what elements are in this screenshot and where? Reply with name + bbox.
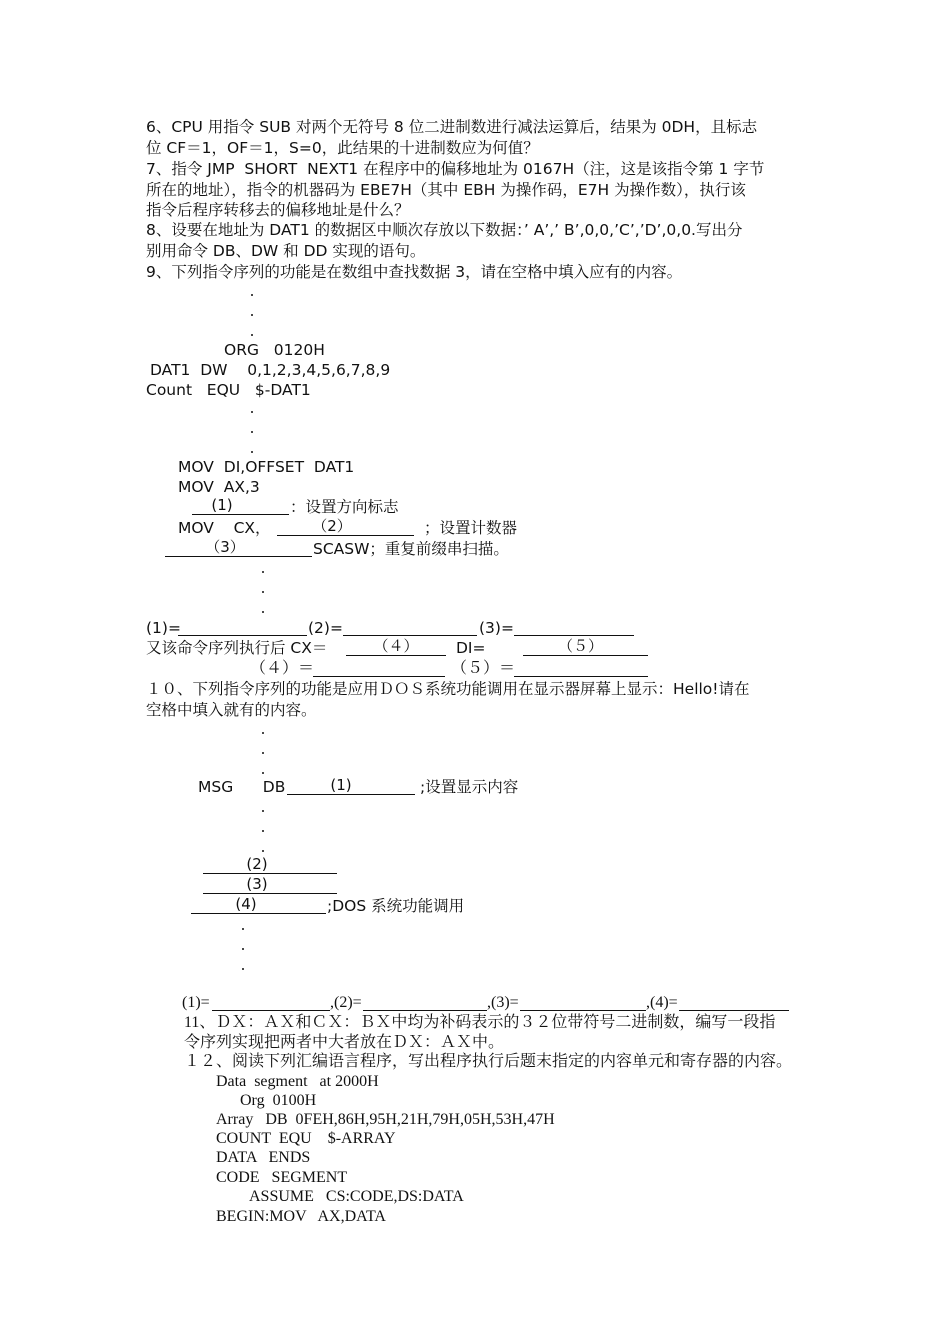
ellipsis-dot	[262, 611, 264, 613]
q10-comment-4: ;DOS 系统功能调用	[327, 897, 465, 915]
q10-line-2: 空格中填入就有的内容。	[146, 701, 317, 719]
q10-comment-1: ;设置显示内容	[420, 778, 519, 796]
q10-blank-4[interactable]	[191, 895, 326, 914]
q6-line-1: 6、CPU 用指令 SUB 对两个无符号 8 位二进制数进行减法运算后，结果为 0DH，且标志	[146, 118, 758, 136]
q12-code-line: COUNT EQU $-ARRAY	[216, 1130, 396, 1147]
q11-line-2: 令序列实现把两者中大者放在ＤＸ：ＡＸ中。	[184, 1034, 505, 1051]
q9-title: 9、下列指令序列的功能是在数组中查找数据 3，请在空格中填入应有的内容。	[146, 263, 683, 281]
ellipsis-dot	[262, 850, 264, 852]
q11-line-1: 11、ＤＸ：ＡＸ和ＣＸ：ＢＸ中均为补码表示的３２位带符号二进制数，编写一段指	[184, 1014, 776, 1031]
q10-answer-2-label: ,(2)=	[330, 994, 362, 1011]
q7-line-2: 所在的地址），指令的机器码为 EBE7H（其中 EBH 为操作码，E7H 为操作数），执行该	[146, 181, 746, 199]
q9-mov-ax-line: MOV AX,3	[178, 478, 260, 496]
q9-comment-2: ；设置计数器	[424, 519, 518, 537]
blank-label: （４）	[373, 637, 419, 655]
q9-answer-3-label: (3)=	[479, 619, 514, 637]
ellipsis-dot	[242, 968, 244, 970]
ellipsis-dot	[262, 591, 264, 593]
q10-line-1: １０、下列指令序列的功能是应用ＤＯＳ系统功能调用在显示器屏幕上显示：Hello!请在	[146, 680, 750, 698]
ellipsis-dot	[262, 830, 264, 832]
q9-comment-3: SCASW；重复前缀串扫描。	[313, 540, 509, 558]
ellipsis-dot	[262, 571, 264, 573]
q6-line-2: 位 CF＝1，OF＝1，S=0，此结果的十进制数应为何值？	[146, 139, 539, 157]
q9-blank-1[interactable]	[192, 496, 289, 515]
q10-answer-4-label: ,(4)=	[646, 994, 678, 1011]
q9-blank-2[interactable]	[277, 517, 414, 536]
blank-label: (1)	[211, 496, 233, 514]
q9-blank-4[interactable]	[346, 637, 446, 656]
q10-answer-3-label: ,(3)=	[487, 994, 519, 1011]
q8-line-2: 别用命令 DB、DW 和 DD 实现的语句。	[146, 242, 426, 260]
q9-blank-5[interactable]	[523, 637, 648, 656]
ellipsis-dot	[251, 334, 253, 336]
q10-answer-1-label: (1)=	[182, 994, 210, 1011]
ellipsis-dot	[262, 772, 264, 774]
q9-di-label: DI=	[456, 639, 486, 657]
q12-code-line: CODE SEGMENT	[216, 1169, 348, 1186]
blank-label: (3)	[246, 875, 268, 893]
q12-code-line: Org 0100H	[240, 1092, 317, 1109]
q10-blank-3[interactable]	[203, 875, 337, 894]
q10-answer-2-field[interactable]	[363, 992, 487, 1011]
q10-answer-4-field[interactable]	[679, 992, 789, 1011]
ellipsis-dot	[251, 431, 253, 433]
q9-answer-5-label: （５）＝	[451, 660, 516, 677]
q9-answer-5-field[interactable]	[514, 658, 648, 677]
ellipsis-dot	[262, 732, 264, 734]
q9-answer-3-field[interactable]	[514, 617, 634, 636]
q7-line-1: 7、指令 JMP SHORT NEXT1 在程序中的偏移地址为 0167H（注，这是该指令第 1 字节	[146, 160, 765, 178]
q9-answer-4-field[interactable]	[313, 658, 445, 677]
q9-after-text: 又该命令序列执行后 CX＝	[146, 639, 328, 657]
ellipsis-dot	[242, 928, 244, 930]
q9-answer-2-label: (2)=	[308, 619, 343, 637]
blank-label: （3）	[205, 538, 245, 556]
q9-mov-di-line: MOV DI,OFFSET DAT1	[178, 458, 355, 476]
q12-title: １２、阅读下列汇编语言程序，写出程序执行后题末指定的内容单元和寄存器的内容。	[184, 1053, 793, 1070]
q10-blank-1[interactable]	[287, 776, 415, 795]
q10-msg-line: MSG DB	[198, 778, 286, 796]
q9-answer-4-label: （４）＝	[250, 660, 315, 677]
q9-dat1-line: DAT1 DW 0,1,2,3,4,5,6,7,8,9	[150, 361, 391, 379]
ellipsis-dot	[242, 948, 244, 950]
q10-answer-1-field[interactable]	[212, 992, 330, 1011]
q9-mov-cx-line: MOV CX，	[178, 519, 271, 537]
blank-label: (2)	[246, 855, 268, 873]
ellipsis-dot	[251, 294, 253, 296]
q10-blank-2[interactable]	[203, 855, 337, 874]
blank-label: (4)	[235, 895, 257, 913]
ellipsis-dot	[262, 752, 264, 754]
q7-line-3: 指令后程序转移去的偏移地址是什么？	[146, 201, 410, 219]
q9-org-line: ORG 0120H	[224, 341, 325, 359]
q12-code-line: ASSUME CS:CODE,DS:DATA	[249, 1188, 464, 1205]
q9-answer-1-field[interactable]	[178, 617, 307, 636]
q9-comment-1: ：设置方向标志	[290, 498, 399, 516]
blank-label: (1)	[330, 776, 352, 794]
ellipsis-dot	[251, 411, 253, 413]
blank-label: （2）	[312, 517, 352, 535]
q10-answer-3-field[interactable]	[520, 992, 646, 1011]
ellipsis-dot	[251, 451, 253, 453]
ellipsis-dot	[251, 314, 253, 316]
q9-blank-3[interactable]	[165, 538, 312, 557]
q12-code-line: BEGIN:MOV AX,DATA	[216, 1208, 386, 1225]
q12-code-line: Array DB 0FEH,86H,95H,21H,79H,05H,53H,47H	[216, 1111, 555, 1128]
q12-code-line: DATA ENDS	[216, 1149, 311, 1166]
q9-answer-1-label: (1)=	[146, 619, 181, 637]
q9-answer-2-field[interactable]	[343, 617, 477, 636]
ellipsis-dot	[262, 810, 264, 812]
q8-line-1: 8、设要在地址为 DAT1 的数据区中顺次存放以下数据：’ A’,’ B’,0,0,’C’,’D’,0,0.写出分	[146, 221, 743, 239]
blank-label: （５）	[557, 637, 603, 655]
q9-count-line: Count EQU $-DAT1	[146, 381, 311, 399]
q12-code-line: Data segment at 2000H	[216, 1073, 379, 1090]
